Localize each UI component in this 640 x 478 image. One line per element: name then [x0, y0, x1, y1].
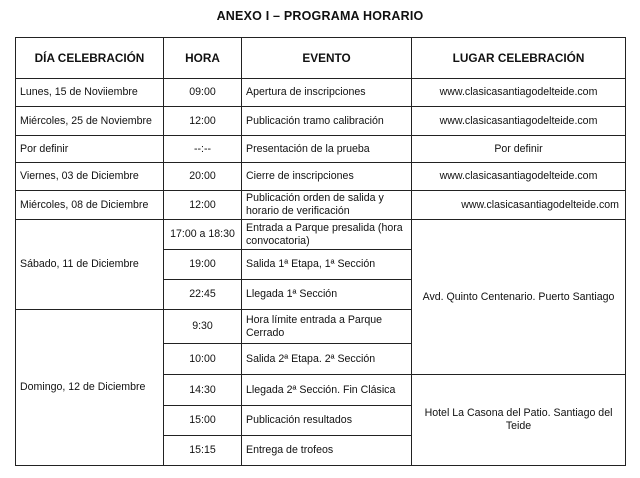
cell-evento: Salida 1ª Etapa, 1ª Sección [242, 250, 412, 280]
cell-day: Miércoles, 08 de Diciembre [16, 191, 164, 220]
header-lugar: LUGAR CELEBRACIÓN [412, 38, 626, 79]
cell-hora: 12:00 [164, 191, 242, 220]
cell-lugar-link[interactable]: www.clasicasantiagodelteide.com [412, 107, 626, 136]
cell-day: Lunes, 15 de Noviiembre [16, 79, 164, 107]
cell-lugar-link[interactable]: www.clasicasantiagodelteide.com [412, 79, 626, 107]
cell-day: Viernes, 03 de Diciembre [16, 163, 164, 191]
cell-evento: Presentación de la prueba [242, 136, 412, 163]
table-row [16, 79, 626, 107]
cell-hora: 20:00 [164, 163, 242, 191]
cell-evento: Entrega de trofeos [242, 436, 412, 466]
cell-hora: 15:00 [164, 406, 242, 436]
cell-lugar: Por definir [412, 136, 626, 163]
table-row [16, 191, 626, 220]
cell-day: Por definir [16, 136, 164, 163]
cell-hora: 12:00 [164, 107, 242, 136]
cell-hora: 22:45 [164, 280, 242, 310]
table-row [16, 136, 626, 163]
cell-lugar-link[interactable]: www.clasicasantiagodelteide.com [412, 191, 626, 220]
cell-hora: 9:30 [164, 310, 242, 344]
table-row [16, 220, 626, 250]
cell-hora: --:-- [164, 136, 242, 163]
cell-evento: Publicación tramo calibración [242, 107, 412, 136]
cell-evento: Llegada 1ª Sección [242, 280, 412, 310]
cell-evento: Entrada a Parque presalida (hora convocatoria) [242, 220, 412, 250]
cell-evento: Publicación resultados [242, 406, 412, 436]
cell-lugar-link[interactable]: www.clasicasantiagodelteide.com [412, 163, 626, 191]
cell-hora: 14:30 [164, 375, 242, 406]
schedule-table [15, 37, 626, 466]
cell-hora: 09:00 [164, 79, 242, 107]
cell-evento: Apertura de inscripciones [242, 79, 412, 107]
page-title: ANEXO I – PROGRAMA HORARIO [216, 9, 424, 23]
cell-hora: 19:00 [164, 250, 242, 280]
header-day: DÍA CELEBRACIÓN [16, 38, 164, 79]
cell-evento: Salida 2ª Etapa. 2ª Sección [242, 344, 412, 375]
header-evento: EVENTO [242, 38, 412, 79]
cell-hora: 10:00 [164, 344, 242, 375]
cell-hora: 17:00 a 18:30 [164, 220, 242, 250]
cell-day-domingo: Domingo, 12 de Diciembre [16, 310, 164, 466]
table-row [16, 107, 626, 136]
cell-day: Miércoles, 25 de Noviembre [16, 107, 164, 136]
cell-evento: Hora límite entrada a Parque Cerrado [242, 310, 412, 344]
cell-hora: 15:15 [164, 436, 242, 466]
cell-day-sabado: Sábado, 11 de Diciembre [16, 220, 164, 310]
cell-evento: Publicación orden de salida y horario de verificación [242, 191, 412, 220]
cell-lugar-hotel: Hotel La Casona del Patio. Santiago del Teide [412, 375, 626, 466]
table-header-row [16, 38, 626, 79]
header-hora: HORA [164, 38, 242, 79]
cell-evento: Cierre de inscripciones [242, 163, 412, 191]
cell-lugar-parque: Avd. Quinto Centenario. Puerto Santiago [412, 220, 626, 375]
cell-evento: Llegada 2ª Sección. Fin Clásica [242, 375, 412, 406]
table-row [16, 163, 626, 191]
